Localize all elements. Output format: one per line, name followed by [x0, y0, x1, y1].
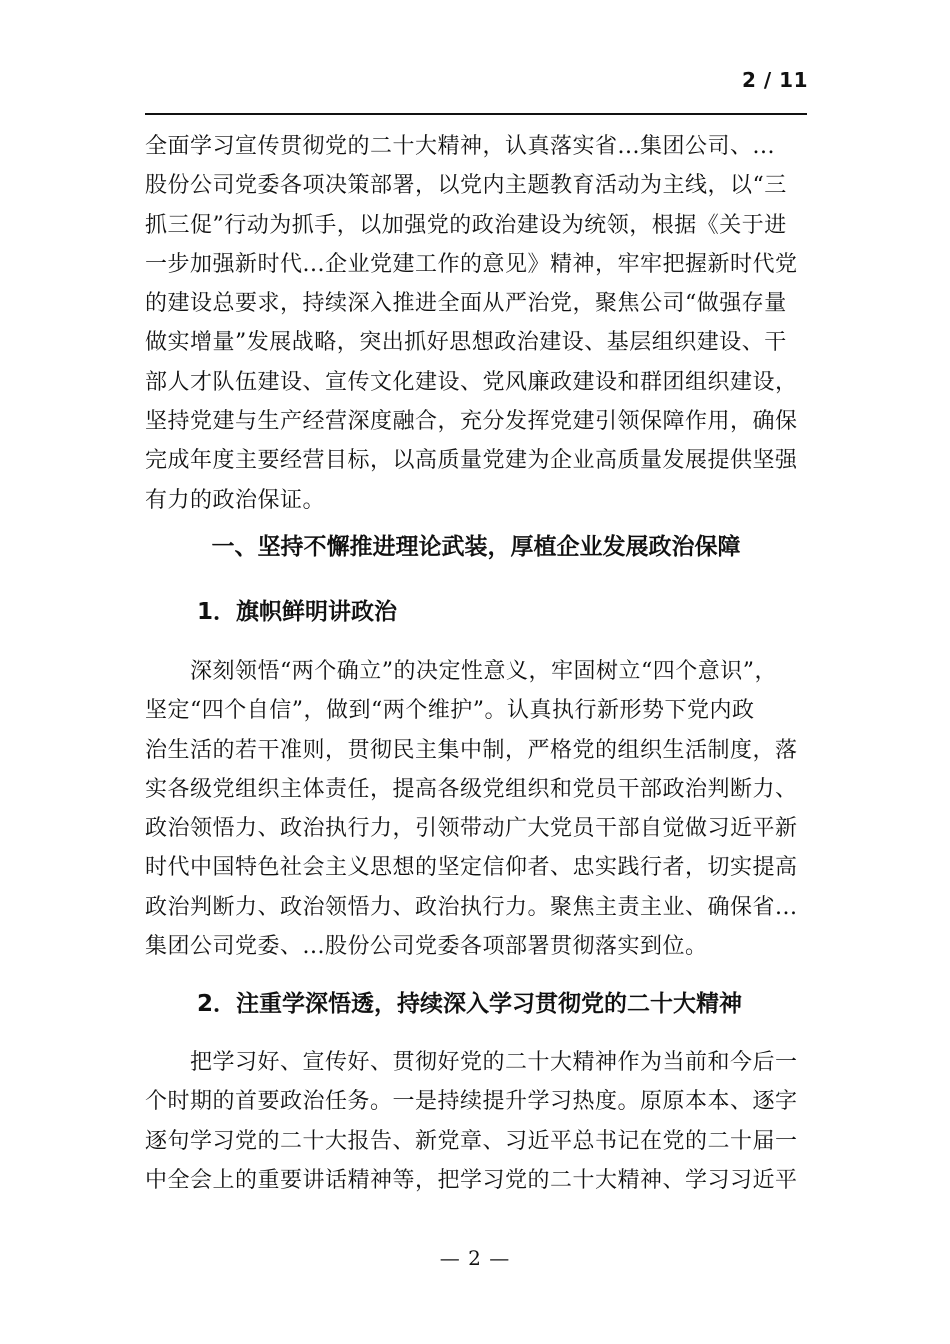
page-counter: 2 / 11: [742, 68, 808, 92]
text-line: 治生活的若干准则，贯彻民主集中制，严格党的组织生活制度，落: [145, 737, 798, 763]
text-line: 集团公司党委、...股份公司党委各项部署贯彻落实到位。: [145, 934, 708, 960]
text-line: 部人才队伍建设、宣传文化建设、党风廉政建设和群团组织建设，: [145, 369, 798, 395]
text-line: 一步加强新时代...企业党建工作的意见》精神，牢牢把握新时代党: [145, 251, 798, 277]
text-line: 政治领悟力、政治执行力，引领带动广大党员干部自觉做习近平新: [145, 816, 798, 842]
text-line: 全面学习宣传贯彻党的二十大精神，认真落实省...集团公司、...: [145, 134, 775, 159]
text-line: 股份公司党委各项决策部署，以党内主题教育活动为主线，以“三: [145, 173, 787, 199]
page-number: — 2 —: [439, 1246, 511, 1270]
text-line: 实各级党组织主体责任，提高各级党组织和党员干部政治判断力、: [145, 776, 798, 802]
intro-paragraph: [145, 127, 807, 520]
text-line: 抓三促”行动为抓手，以加强党的政治建设为统领，根据《关于进: [145, 212, 787, 238]
text-line: 坚持党建与生产经营深度融合，充分发挥党建引领保障作用，确保: [145, 409, 798, 435]
text-line: 完成年度主要经营目标，以高质量党建为企业高质量发展提供坚强: [145, 448, 798, 474]
text-line: 时代中国特色社会主义思想的坚定信仰者、忠实践行者，切实提高: [145, 855, 798, 881]
text-line: 坚定“四个自信”，做到“两个维护”。认真执行新形势下党内政: [145, 698, 755, 724]
text-line: 个时期的首要政治任务。一是持续提升学习热度。原原本本、逐字: [145, 1089, 798, 1115]
subsection-heading: 2．注重学深悟透，持续深入学习贯彻党的二十大精神: [197, 991, 743, 1017]
text-line: 深刻领悟“两个确立”的决定性意义，牢固树立“四个意识”，: [145, 659, 777, 684]
header-divider: [145, 113, 807, 115]
text-line: 把学习好、宣传好、贯彻好党的二十大精神作为当前和今后一: [145, 1050, 798, 1075]
section-heading: 一、坚持不懈推进理论武装，厚植企业发展政治保障: [211, 534, 741, 560]
section2-paragraph: [145, 1043, 807, 1200]
text-line: 政治判断力、政治领悟力、政治执行力。聚焦主责主业、确保省...: [145, 894, 798, 920]
text-line: 的建设总要求，持续深入推进全面从严治党，聚焦公司“做强存量: [145, 291, 787, 317]
text-line: 做实增量”发展战略，突出抓好思想政治建设、基层组织建设、干: [145, 330, 787, 356]
text-line: 有力的政治保证。: [145, 487, 326, 513]
text-line: 中全会上的重要讲话精神等，把学习党的二十大精神、学习习近平: [145, 1167, 798, 1193]
text-line: 逐句学习党的二十大报告、新党章、习近平总书记在党的二十届一: [145, 1128, 798, 1154]
section1-paragraph: [145, 652, 807, 966]
subsection-heading: 1．旗帜鲜明讲政治: [197, 599, 398, 625]
